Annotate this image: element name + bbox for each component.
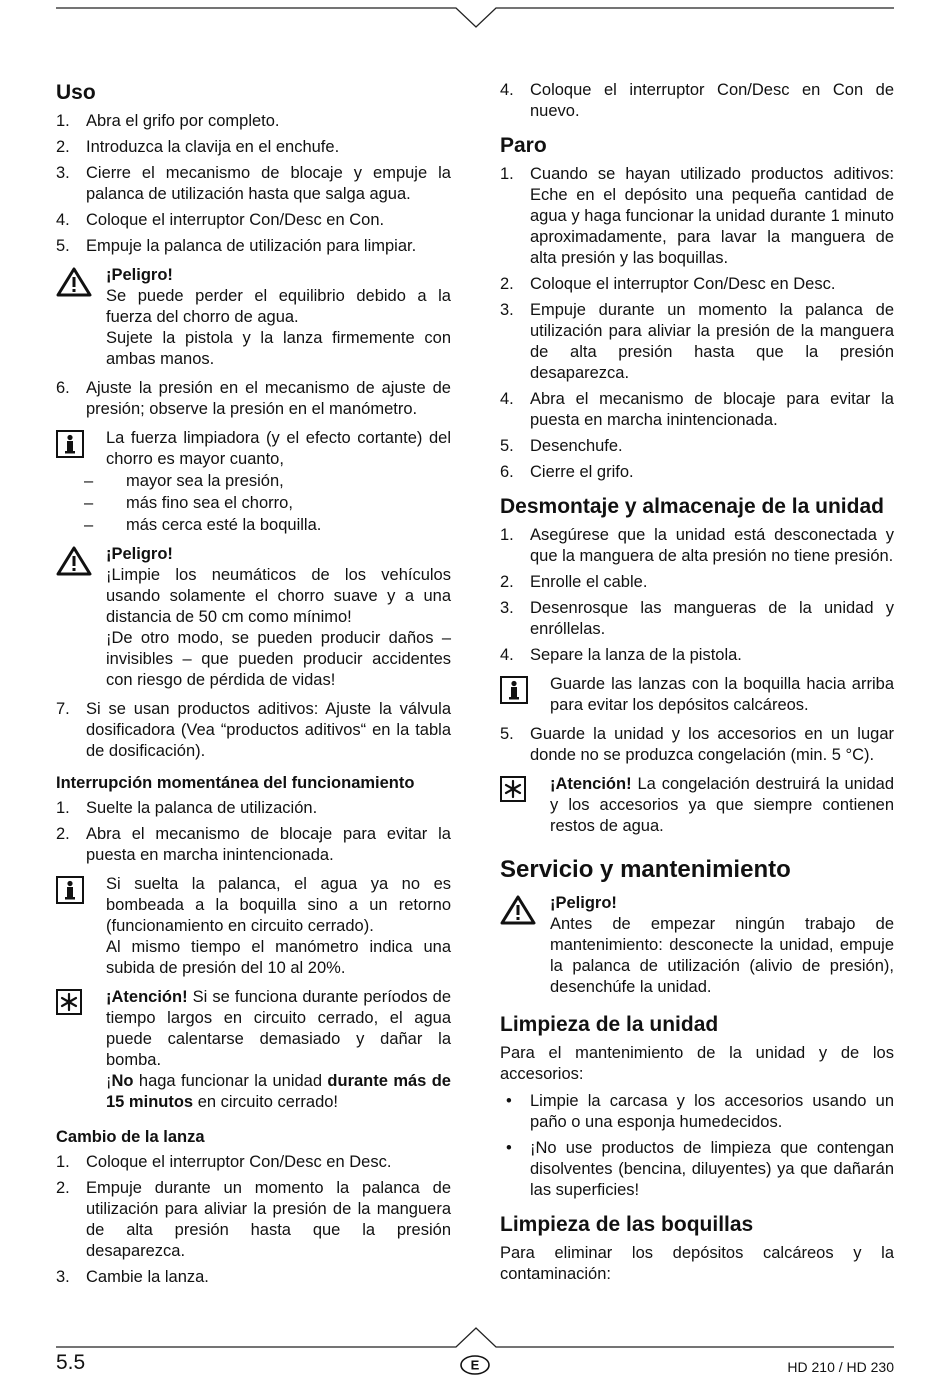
- info-icon: [56, 428, 106, 536]
- info-text: La fuerza limpiadora (y el efecto cortante) del chorro es mayor cuanto,: [106, 429, 451, 468]
- left-column: [56, 80, 451, 1293]
- list-item: 1. Asegúrese que la unidad está desconectada y que la manguera de alta presión no tiene presión.: [500, 526, 894, 565]
- list-item: 2. Empuje durante un momento la palanca de utilización para aliviar la presión de la manguera de alta presión hasta que la presión desaparezca.: [56, 1179, 451, 1260]
- list-item: 4. Separe la lanza de la pistola.: [500, 646, 742, 664]
- list-item: 6. Cierre el grifo.: [500, 463, 634, 481]
- list-item: 3. Cierre el mecanismo de blocaje y empuje la palanca de utilización hasta que salga agua.: [56, 164, 451, 203]
- list-item: 7. Si se usan productos aditivos: Ajuste la válvula dosificadora (Vea “productos aditivos“ en la tabla de dosificación).: [56, 700, 451, 760]
- list-item: 2. Enrolle el cable.: [500, 573, 648, 591]
- list-item: 3. Desenrosque las mangueras de la unidad y enróllelas.: [500, 599, 894, 638]
- page-number: 5.5: [56, 1351, 86, 1374]
- info-note: [56, 874, 451, 979]
- bullet-item: • ¡No use productos de limpieza que contengan disolventes (bencina, diluyentes) ya que dañarán las superficies!: [506, 1139, 894, 1199]
- list-item: 4. Coloque el interruptor Con/Desc en Con.: [56, 211, 385, 229]
- country-code: E: [470, 1357, 480, 1373]
- list-item: 3. Empuje durante un momento la palanca de utilización para aliviar la presión de la manguera de alta presión hasta que la presión desaparezca.: [500, 301, 894, 382]
- list-item: 6. Ajuste la presión en el mecanismo de ajuste de presión; observe la presión en el manómetro.: [56, 379, 451, 418]
- right-column: [500, 80, 894, 1291]
- section-title-servicio: Servicio y mantenimiento: [500, 856, 791, 883]
- list-item: 1. Abra el grifo por completo.: [56, 112, 280, 130]
- subsection-title-interrupcion: Interrupción momentánea del funcionamiento: [56, 774, 415, 792]
- danger-title: ¡Peligro!: [106, 545, 173, 563]
- bullet-item: • Limpie la carcasa y los accesorios usando un paño o una esponja humedecidos.: [506, 1092, 894, 1131]
- warning-triangle-icon: [500, 893, 550, 998]
- footer-rule: [56, 1325, 894, 1349]
- subsection-title-cambio: Cambio de la lanza: [56, 1128, 205, 1146]
- frost-icon: [56, 987, 106, 1113]
- danger-text: Se puede perder el equilibrio debido a la fuerza del chorro de agua.: [106, 287, 451, 326]
- list-item: 4. Coloque el interruptor Con/Desc en Con de nuevo.: [500, 81, 894, 120]
- list-item: 4. Abra el mecanismo de blocaje para evitar la puesta en marcha inintencionada.: [500, 390, 894, 429]
- attention-title: ¡Atención!: [550, 775, 632, 793]
- info-text: Guarde las lanzas con la boquilla hacia arriba para evitar los depósitos calcáreos.: [550, 675, 894, 714]
- list-item: 1. Coloque el interruptor Con/Desc en Desc.: [56, 1153, 392, 1171]
- header-rule: [56, 0, 894, 40]
- uso-steps: [56, 111, 451, 257]
- danger-note: [56, 265, 451, 370]
- list-item: 1. Cuando se hayan utilizado productos aditivos: Eche en el depósito una pequeña cantidad de agua y haga funcionar la unidad durante 1 minuto aproximadamente, para lavar la manguera de alta presión y las boquillas.: [500, 165, 894, 267]
- frost-icon: [500, 774, 550, 837]
- info-note: [56, 428, 451, 536]
- danger-note: [500, 893, 894, 998]
- paragraph: Para eliminar los depósitos calcáreos y la contaminación:: [500, 1244, 894, 1283]
- model-label: HD 210 / HD 230: [787, 1359, 894, 1375]
- attention-text: Si se funciona durante períodos de tiempo largos en circuito cerrado, el agua puede calentarse demasiado y dañar la bomba.: [106, 988, 451, 1069]
- info-note: [500, 674, 894, 716]
- list-item: 2. Introduzca la clavija en el enchufe.: [56, 138, 340, 156]
- dash-item: – más cerca esté la boquilla.: [84, 516, 322, 534]
- section-title-limpieza-boquillas: Limpieza de las boquillas: [500, 1213, 754, 1236]
- attention-note: [56, 987, 451, 1113]
- danger-title: ¡Peligro!: [550, 894, 617, 912]
- info-text: Al mismo tiempo el manómetro indica una subida de presión del 10 al 20%.: [106, 938, 451, 977]
- section-title-paro: Paro: [500, 134, 547, 157]
- dash-item: – más fino sea el chorro,: [84, 494, 293, 512]
- list-item: 5. Empuje la palanca de utilización para limpiar.: [56, 237, 417, 255]
- danger-text: ¡Limpie los neumáticos de los vehículos usando solamente el chorro suave y a una distancia de 50 cm como mínimo!: [106, 566, 451, 626]
- list-item: 3. Cambie la lanza.: [56, 1268, 209, 1286]
- info-text: Si suelta la palanca, el agua ya no es bombeada a la boquilla sino a un retorno (funcionamiento en circuito cerrado).: [106, 875, 451, 935]
- list-item: 2. Coloque el interruptor Con/Desc en Desc.: [500, 275, 836, 293]
- list-item: 1. Suelte la palanca de utilización.: [56, 799, 318, 817]
- list-item: 5. Desenchufe.: [500, 437, 623, 455]
- section-title-limpieza-unidad: Limpieza de la unidad: [500, 1013, 719, 1036]
- paragraph: Para el mantenimiento de la unidad y de los accesorios:: [500, 1044, 894, 1083]
- warning-triangle-icon: [56, 544, 106, 691]
- danger-text: ¡De otro modo, se pueden producir daños – invisibles – que pueden producir accidentes con riesgo de pérdida de vidas!: [106, 629, 451, 689]
- country-badge: [460, 1355, 490, 1375]
- section-title-uso: Uso: [56, 81, 96, 104]
- list-item: 2. Abra el mecanismo de blocaje para evitar la puesta en marcha inintencionada.: [56, 825, 451, 864]
- danger-text: Sujete la pistola y la lanza firmemente con ambas manos.: [106, 329, 451, 368]
- list-item: 5. Guarde la unidad y los accesorios en un lugar donde no se produzca congelación (min. 5 °C).: [500, 725, 894, 764]
- info-icon: [500, 674, 550, 716]
- warning-triangle-icon: [56, 265, 106, 370]
- attention-text: La congelación destruirá la unidad y los accesorios ya que siempre contienen restos de agua.: [550, 775, 894, 835]
- attention-note: [500, 774, 894, 837]
- dash-item: – mayor sea la presión,: [84, 472, 284, 490]
- danger-note: [56, 544, 451, 691]
- attention-text-2: ¡No haga funcionar la unidad durante más de 15 minutos en circuito cerrado!: [106, 1072, 451, 1111]
- attention-title: ¡Atención!: [106, 988, 188, 1006]
- info-icon: [56, 874, 106, 979]
- danger-title: ¡Peligro!: [106, 266, 173, 284]
- danger-text: Antes de empezar ningún trabajo de mantenimiento: desconecte la unidad, empuje la palanca de utilización (alivio de presión), desenchúfe la unidad.: [550, 915, 894, 996]
- section-title-desmontaje: Desmontaje y almacenaje de la unidad: [500, 495, 884, 518]
